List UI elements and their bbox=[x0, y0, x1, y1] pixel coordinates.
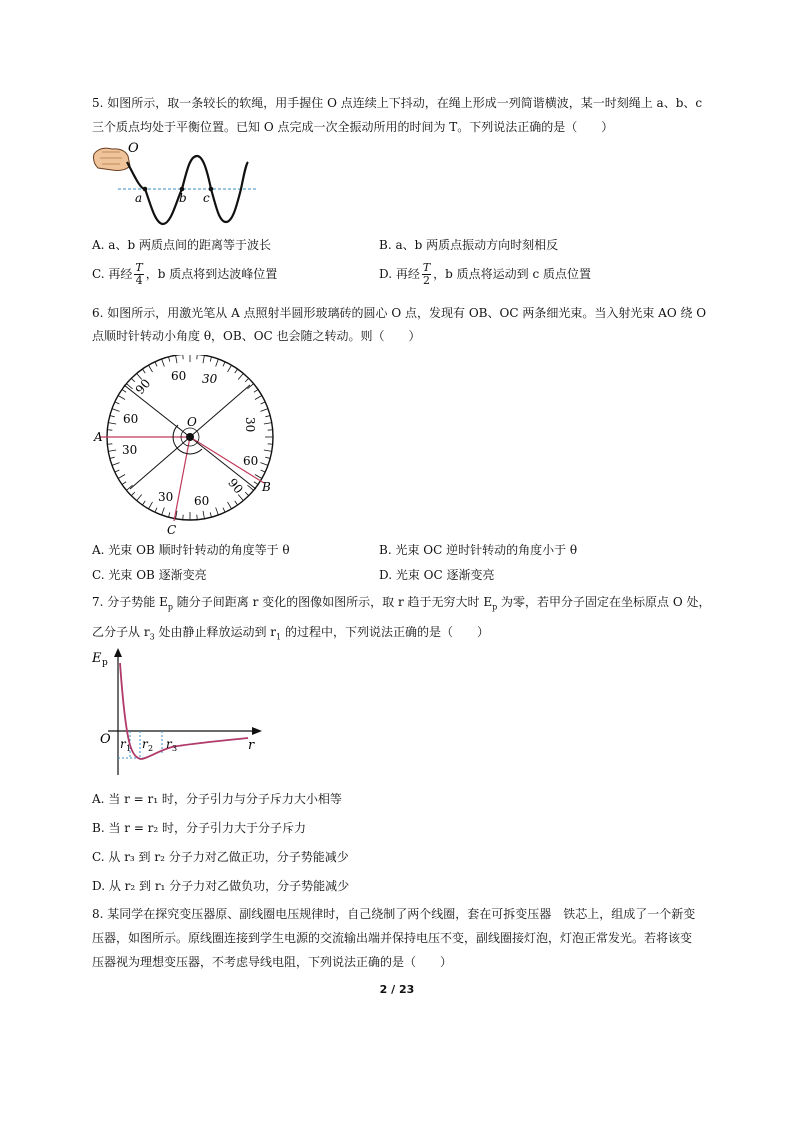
dial-tick bbox=[260, 463, 268, 466]
dial-tick bbox=[261, 470, 266, 472]
dial-tick bbox=[216, 359, 219, 367]
dial-tick bbox=[223, 508, 225, 513]
dial-tick bbox=[223, 362, 225, 367]
dial-tick bbox=[261, 402, 266, 404]
dial-label-30-right: 30 bbox=[243, 417, 257, 433]
q7-stem-line1: 7. 分子势能 $E_p$ 随分子间距离 r 变化的图像如图所示，取 r 趋于无穷大时 $E_p$ 为零，若甲分子固定在坐标原点 O 处， bbox=[92, 595, 711, 612]
dial-tick bbox=[118, 396, 125, 400]
q5-label-c: c bbox=[203, 191, 210, 205]
q7-energy-graph bbox=[90, 645, 270, 780]
q7-stem-line2: 乙分子从 $r_3$ 处由静止释放运动到 $r_1$ 的过程中，下列说法正确的是（ ） bbox=[92, 625, 489, 642]
q5-label-O: O bbox=[128, 141, 139, 156]
graph-r2: r bbox=[142, 737, 148, 751]
dial-tick bbox=[245, 378, 249, 382]
q5-option-c[interactable] bbox=[92, 262, 277, 287]
dial-tick bbox=[238, 373, 243, 379]
graph-r1: r bbox=[120, 737, 126, 751]
dial-label-60-right: 60 bbox=[243, 454, 259, 468]
dial-tick bbox=[254, 482, 258, 485]
q7-option-a[interactable]: A. 当 r = r₁ 时，分子引力与分子斥力大小相等 bbox=[92, 792, 342, 806]
q6-option-b[interactable]: B. 光束 OC 逆时针转动的角度小于 θ bbox=[379, 543, 578, 557]
dial-tick bbox=[210, 357, 211, 362]
dial-tick bbox=[264, 450, 272, 451]
dial-label-30-bottom: 30 bbox=[158, 490, 174, 504]
dial-tick bbox=[235, 501, 238, 505]
dial-tick bbox=[228, 502, 232, 509]
q5-wave-figure bbox=[90, 140, 265, 230]
graph-r1-sub: 1 bbox=[126, 744, 132, 753]
dial-label-60-left: 60 bbox=[123, 412, 139, 426]
x-axis-arrow bbox=[252, 727, 262, 735]
energy-curve bbox=[120, 663, 248, 759]
q5-option-b[interactable]: B. a、b 两质点振动方向时刻相反 bbox=[379, 238, 559, 252]
q8-stem-line3: 压器视为理想变压器，不考虑导线电阻，下列说法正确的是（ ） bbox=[92, 955, 453, 969]
graph-xlabel: r bbox=[248, 738, 255, 753]
dial-tick bbox=[264, 423, 272, 424]
point-a bbox=[143, 187, 148, 192]
dial-tick bbox=[210, 512, 211, 517]
graph-r2-sub: 2 bbox=[148, 744, 154, 753]
dial-tick bbox=[203, 511, 204, 519]
dial-tick bbox=[216, 507, 219, 515]
q6-dial-figure bbox=[90, 355, 290, 540]
dial-tick bbox=[122, 482, 126, 485]
q6-option-d[interactable]: D. 光束 OC 逐渐变亮 bbox=[379, 568, 495, 582]
dial-tick bbox=[238, 494, 243, 500]
dial-tick bbox=[203, 355, 204, 363]
dial-tick bbox=[112, 409, 120, 412]
dial-tick bbox=[108, 450, 116, 451]
y-axis-arrow bbox=[114, 648, 122, 657]
q7-option-c[interactable]: C. 从 r₃ 到 r₂ 分子力对乙做正功，分子势能减少 bbox=[92, 850, 349, 864]
dial-tick bbox=[118, 475, 125, 479]
graph-origin: O bbox=[100, 732, 111, 747]
q6-option-a[interactable]: A. 光束 OB 顺时针转动的角度等于 θ bbox=[92, 543, 290, 557]
dial-tick bbox=[265, 416, 270, 417]
dial-label-30-left: 30 bbox=[122, 443, 138, 457]
q6-stem-line2: 点顺时针转动小角度 θ，OB、OC 也会随之转动。则（ ） bbox=[92, 329, 421, 343]
fraction-t-2: $\frac{T}{2}$ bbox=[422, 261, 431, 287]
graph-r3-sub: 3 bbox=[172, 744, 178, 753]
dial-label-60-top: 60 bbox=[171, 369, 187, 383]
dial-tick bbox=[142, 501, 145, 505]
graph-ylabel: E bbox=[92, 651, 102, 666]
dial-tick bbox=[235, 369, 238, 373]
ray-OC bbox=[174, 437, 190, 521]
dial-tick bbox=[228, 365, 232, 372]
q5-option-c-pre: C. 再经 bbox=[92, 267, 133, 281]
dial-tick bbox=[131, 492, 135, 496]
dial-label-30-top: 30 bbox=[202, 372, 218, 386]
dial-tick bbox=[110, 457, 115, 458]
dial-label-60-bottom: 60 bbox=[194, 494, 210, 508]
dial-tick bbox=[122, 389, 126, 392]
dial-tick bbox=[254, 389, 258, 392]
hand-icon bbox=[94, 148, 131, 170]
page-number: 2 / 23 bbox=[379, 983, 415, 996]
dial-tick bbox=[155, 362, 157, 367]
dial-tick bbox=[149, 502, 153, 509]
fraction-t-4: $\frac{T}{4}$ bbox=[135, 261, 143, 287]
dial-label-B: B bbox=[262, 480, 271, 494]
dial-tick bbox=[245, 492, 249, 496]
dial-label-C: C bbox=[167, 523, 177, 537]
dial-tick bbox=[155, 508, 157, 513]
dial-tick bbox=[108, 423, 116, 424]
q5-option-a[interactable]: A. a、b 两质点间的距离等于波长 bbox=[92, 238, 271, 252]
dial-tick bbox=[115, 470, 120, 472]
q5-label-a: a bbox=[135, 191, 143, 205]
dial-tick bbox=[162, 507, 165, 515]
graph-ylabel-sub: p bbox=[102, 658, 108, 668]
dial-tick bbox=[260, 409, 268, 412]
dial-label-O: O bbox=[187, 415, 197, 429]
dial-label-90-right: 90 bbox=[225, 475, 246, 497]
q8-stem-line2: 压器，如图所示。原线圈连接到学生电源的交流输出端并保持电压不变，副线圈接灯泡，灯泡正常发光。若将该变 bbox=[92, 931, 693, 945]
q5-option-d[interactable] bbox=[379, 262, 591, 287]
q7-option-d[interactable]: D. 从 r₂ 到 r₁ 分子力对乙做负功，分子势能减少 bbox=[92, 879, 350, 893]
center-point bbox=[186, 433, 194, 441]
dial-tick bbox=[255, 396, 262, 400]
q5-option-d-post: ，b 质点将运动到 c 质点位置 bbox=[433, 267, 592, 281]
q5-option-d-pre: D. 再经 bbox=[379, 267, 420, 281]
dial-tick bbox=[131, 378, 135, 382]
q5-stem-line2: 三个质点均处于平衡位置。已知 O 点完成一次全振动所用的时间为 T。下列说法正确的是（ ） bbox=[92, 120, 614, 134]
dial-tick bbox=[162, 359, 165, 367]
q5-option-c-post: ，b 质点将到达波峰位置 bbox=[145, 267, 278, 281]
dial-label-90-top: 90 bbox=[132, 376, 154, 397]
dial-tick bbox=[142, 369, 145, 373]
q8-stem-line1: 8. 某同学在探究变压器原、副线圈电压规律时，自己绕制了两个线圈，套在可拆变压器 铁芯上，组成了一个新变 bbox=[92, 907, 696, 921]
dial-tick bbox=[110, 416, 115, 417]
dial-tick bbox=[169, 357, 170, 362]
dial-tick bbox=[176, 355, 177, 363]
graph-r3: r bbox=[166, 737, 172, 751]
q7-option-b[interactable]: B. 当 r = r₂ 时，分子引力大于分子斥力 bbox=[92, 821, 307, 835]
dial-tick bbox=[112, 463, 120, 466]
q5-label-b: b bbox=[179, 191, 187, 205]
dial-label-A: A bbox=[94, 430, 103, 444]
q6-stem-line1: 6. 如图所示，用激光笔从 A 点照射半圆形玻璃砖的圆心 O 点，发现有 OB、OC 两条细光束。当入射光束 AO 绕 O bbox=[92, 306, 707, 320]
dial-tick bbox=[115, 402, 120, 404]
q5-stem-line1: 5. 如图所示，取一条较长的软绳，用手握住 O 点连续上下抖动，在绳上形成一列简谐横波，某一时刻绳上 a、b、c bbox=[92, 96, 703, 110]
dial-tick bbox=[137, 494, 142, 500]
q6-option-c[interactable]: C. 光束 OB 逐渐变亮 bbox=[92, 568, 207, 582]
dial-tick bbox=[265, 457, 270, 458]
dial-tick bbox=[169, 512, 170, 517]
dial-tick bbox=[149, 365, 153, 372]
